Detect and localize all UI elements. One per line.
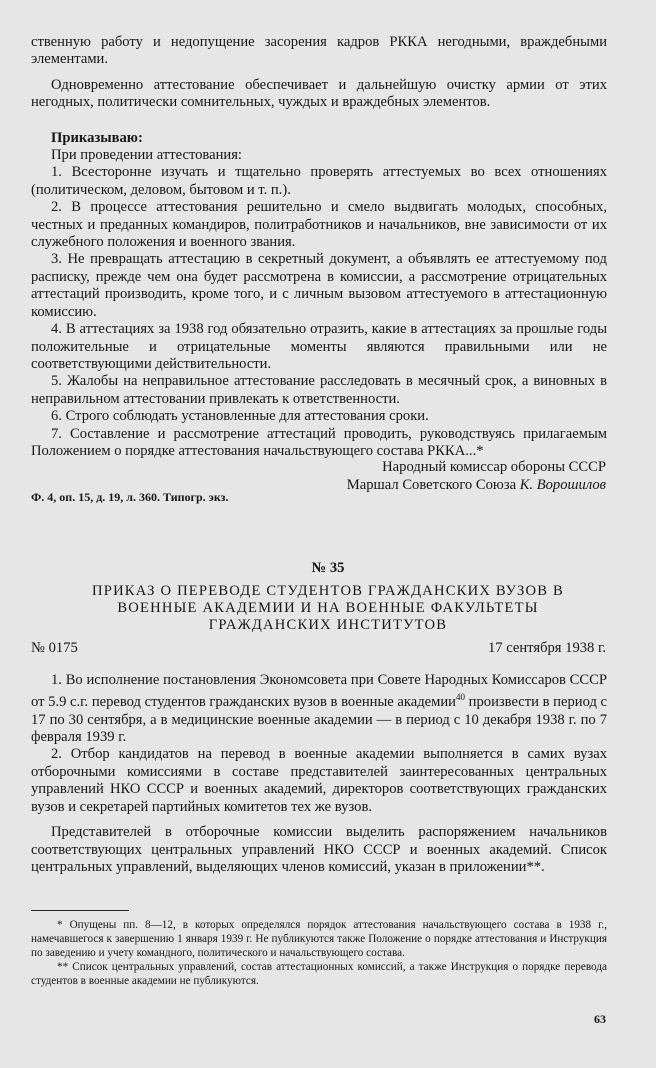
page-number: 63 (594, 1012, 606, 1026)
footnote-ref-40: 40 (456, 692, 465, 703)
order-paragraph-2: 2. Отбор кандидатов на перевод в военные академии выполняется в самих вузах отборочными комиссиями в составе представителей заинтересованных центральных управлений НКО СССР и военных академий, директоров соответствующих гражданских вузов и секретарей партийных комитетов тех же вузов. (31, 746, 607, 815)
order-paragraph-1-text-a: 1. Во исполнение постановления Экономсовета при Совете Народных Комиссаров СССР от 5.9 с.г. перевод студентов гражданских вузов в военные академии (31, 672, 607, 711)
footnote-2: ** Список центральных управлений, состав аттестационных комиссий, а также Инструкция о порядке перевода студентов в военные академии не публикуются. (31, 961, 607, 987)
signature-name: К. Ворошилов (519, 477, 606, 493)
document-title-line-3: ГРАЖДАНСКИХ ИНСТИТУТОВ (208, 617, 448, 633)
order-body (31, 672, 607, 876)
paragraph-purge: Одновременно аттестование обеспечивает и дальнейшую очистку армии от этих негодных, политически сомнительных, чуждых и враждебных элементов. (31, 76, 607, 111)
signature-block (347, 458, 606, 494)
document-title (40, 583, 616, 634)
order-intro: При проведении аттестования: (51, 147, 242, 164)
order-item-6: 6. Строго соблюдать установленные для аттестования сроки. (51, 408, 429, 425)
document-title-line-1: ПРИКАЗ О ПЕРЕВОДЕ СТУДЕНТОВ ГРАЖДАНСКИХ ВУЗОВ В (92, 583, 564, 599)
order-item-5: 5. Жалобы на неправильное аттестование расследовать в месячный срок, а виновных в неправильном аттестовании привлекать к ответственности. (31, 373, 607, 407)
footnote-1: * Опущены пп. 8—12, в которых определялся порядок аттестования начальствующего состава в 1938 г., намечавшегося к завершению 1 января 1939 г. Не публикуются также Положение о порядке аттестования и Инструкция по заведению и учету командного, политического и начальствующего состава. (31, 919, 607, 959)
signature-rank: Маршал Советского Союза (346, 477, 517, 493)
document-number: № 35 (311, 560, 345, 576)
document-title-line-2: ВОЕННЫЕ АКАДЕМИИ И НА ВОЕННЫЕ ФАКУЛЬТЕТЫ (117, 600, 539, 616)
order-paragraph-1 (31, 672, 607, 746)
footnote-divider (31, 910, 129, 911)
paragraph-continuation: ственную работу и недопущение засорения кадров РККА негодными, враждебными элементами. (31, 34, 607, 68)
order-item-2: 2. В процессе аттестования решительно и смело выдвигать молодых, способных, честных и преданных командиров, политработников и начальников, вне зависимости от их служебного положения и военного звания. (31, 199, 607, 251)
order-item-1: 1. Всесторонне изучать и тщательно проверять аттестуемых во всех отношениях (политическом, деловом, бытовом и т. п.). (31, 164, 607, 198)
order-heading: Приказываю: (51, 129, 143, 146)
order-item-7: 7. Составление и рассмотрение аттестаций проводить, руководствуясь прилагаемым Положением о порядке аттестования начальствующего состава РККА...* (31, 425, 607, 459)
order-paragraph-1-text-b: произвести в период с 17 по 30 сентября, а в медицинские военные академии — в период с 10 декабря 1938 г. по 7 февраля 1939 г. (31, 694, 608, 746)
archive-reference: Ф. 4, оп. 15, д. 19, л. 360. Типогр. экз. (31, 490, 229, 504)
order-paragraph-3: Представителей в отборочные комиссии выделить распоряжением начальников соответствующих центральных управлений НКО СССР и военных академий. Список центральных управлений, выделяющих членов комиссий, указан в приложении**. (31, 824, 607, 875)
order-number: № 0175 (31, 640, 78, 656)
order-date: 17 сентября 1938 г. (488, 640, 606, 656)
order-item-4: 4. В аттестациях за 1938 год обязательно отразить, какие в аттестациях за прошлые годы положительные и отрицательные моменты являются правильными или не соответствующими действительности. (31, 321, 607, 372)
top-text-block (31, 34, 607, 460)
signature-line (347, 476, 606, 494)
signature-title: Народный комиссар обороны СССР (382, 459, 606, 475)
order-item-3: 3. Не превращать аттестацию в секретный документ, а объявлять ее аттестуемому под расписку, прежде чем она будет рассмотрена в комиссии, а рассмотрение отрицательных аттестаций производить, кроме того, и с личным вызовом аттестуемого в аттестационную комиссию. (31, 251, 607, 320)
footnotes (31, 918, 607, 988)
